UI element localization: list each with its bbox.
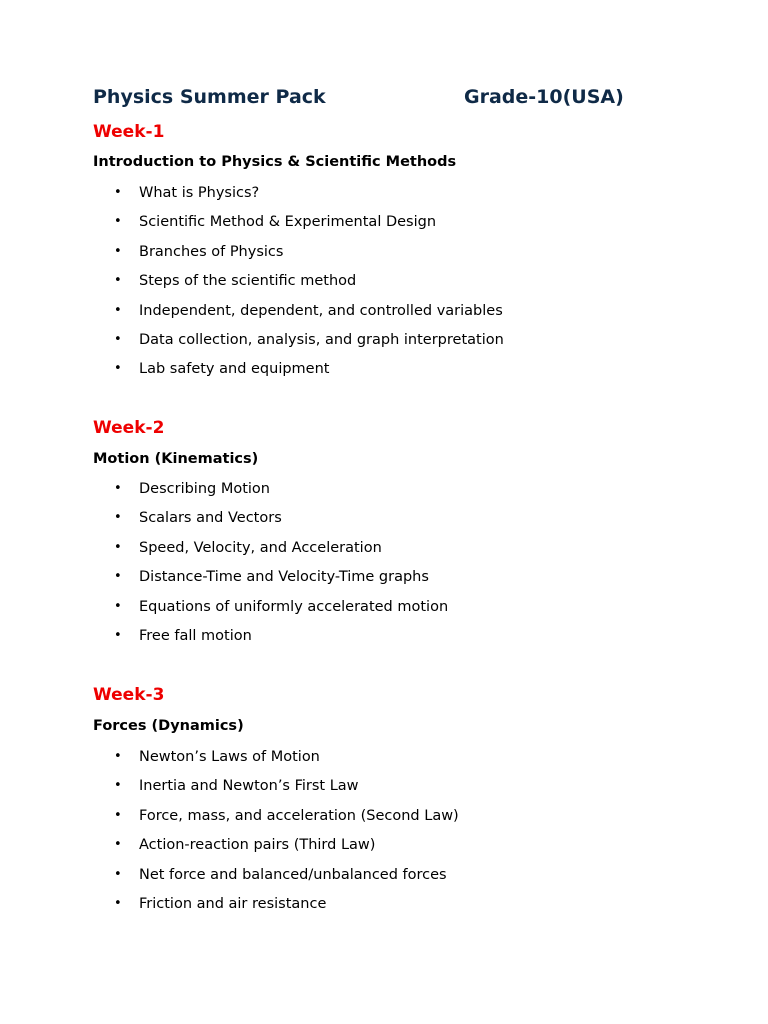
list-item-text: Inertia and Newton’s First Law (139, 778, 359, 795)
bullet: • (114, 185, 122, 200)
document-title: Physics Summer Pack (93, 86, 326, 108)
grade-label: Grade-10(USA) (464, 86, 624, 108)
week-3-topic: Forces (Dynamics) (93, 718, 244, 734)
bullet: • (114, 331, 122, 347)
bullet: • (114, 510, 122, 526)
week-3-heading: Week-3 (93, 685, 165, 705)
bullet: • (114, 243, 122, 259)
bullet: • (114, 361, 122, 377)
list-item-text: Independent, dependent, and controlled variables (139, 302, 503, 319)
list-item-text: Scientific Method & Experimental Design (139, 214, 437, 231)
list-item-text: Steps of the scientific method (139, 273, 357, 290)
bullet: • (114, 539, 122, 555)
list-item-text: Net force and balanced/unbalanced forces (139, 866, 447, 883)
week-1-topic: Introduction to Physics & Scientific Methods (93, 154, 457, 170)
list-item-text: What is Physics? (139, 185, 260, 201)
bullet: • (114, 569, 122, 585)
list-item-text: Equations of uniformly accelerated motion (139, 598, 449, 615)
list-item-text: Force, mass, and acceleration (Second Law) (139, 807, 459, 824)
list-item-text: Speed, Velocity, and Acceleration (139, 539, 382, 556)
document-header (93, 86, 693, 112)
bullet: • (114, 837, 122, 853)
bullet: • (114, 807, 122, 823)
bullet: • (114, 214, 122, 230)
bullet: • (114, 778, 122, 794)
list-item-text: Action-reaction pairs (Third Law) (139, 837, 376, 854)
week-1-heading: Week-1 (93, 122, 165, 142)
bullet: • (114, 749, 122, 764)
list-item-text: Lab safety and equipment (139, 361, 330, 378)
list-item-text: Free fall motion (139, 627, 252, 644)
list-item-text: Friction and air resistance (139, 895, 327, 912)
week-2-topic: Motion (Kinematics) (93, 451, 259, 467)
list-item-text: Describing Motion (139, 481, 270, 497)
week-2-heading: Week-2 (93, 418, 165, 438)
bullet: • (114, 302, 122, 318)
bullet: • (114, 895, 122, 911)
bullet: • (114, 273, 122, 289)
bullet: • (114, 481, 122, 496)
list-item-text: Branches of Physics (139, 243, 284, 260)
list-item-text: Scalars and Vectors (139, 510, 282, 527)
bullet: • (114, 598, 122, 614)
list-item-text: Newton’s Laws of Motion (139, 749, 320, 765)
bullet: • (114, 866, 122, 882)
list-item-text: Distance-Time and Velocity-Time graphs (139, 569, 429, 586)
bullet: • (114, 627, 122, 643)
list-item-text: Data collection, analysis, and graph interpretation (139, 331, 504, 348)
